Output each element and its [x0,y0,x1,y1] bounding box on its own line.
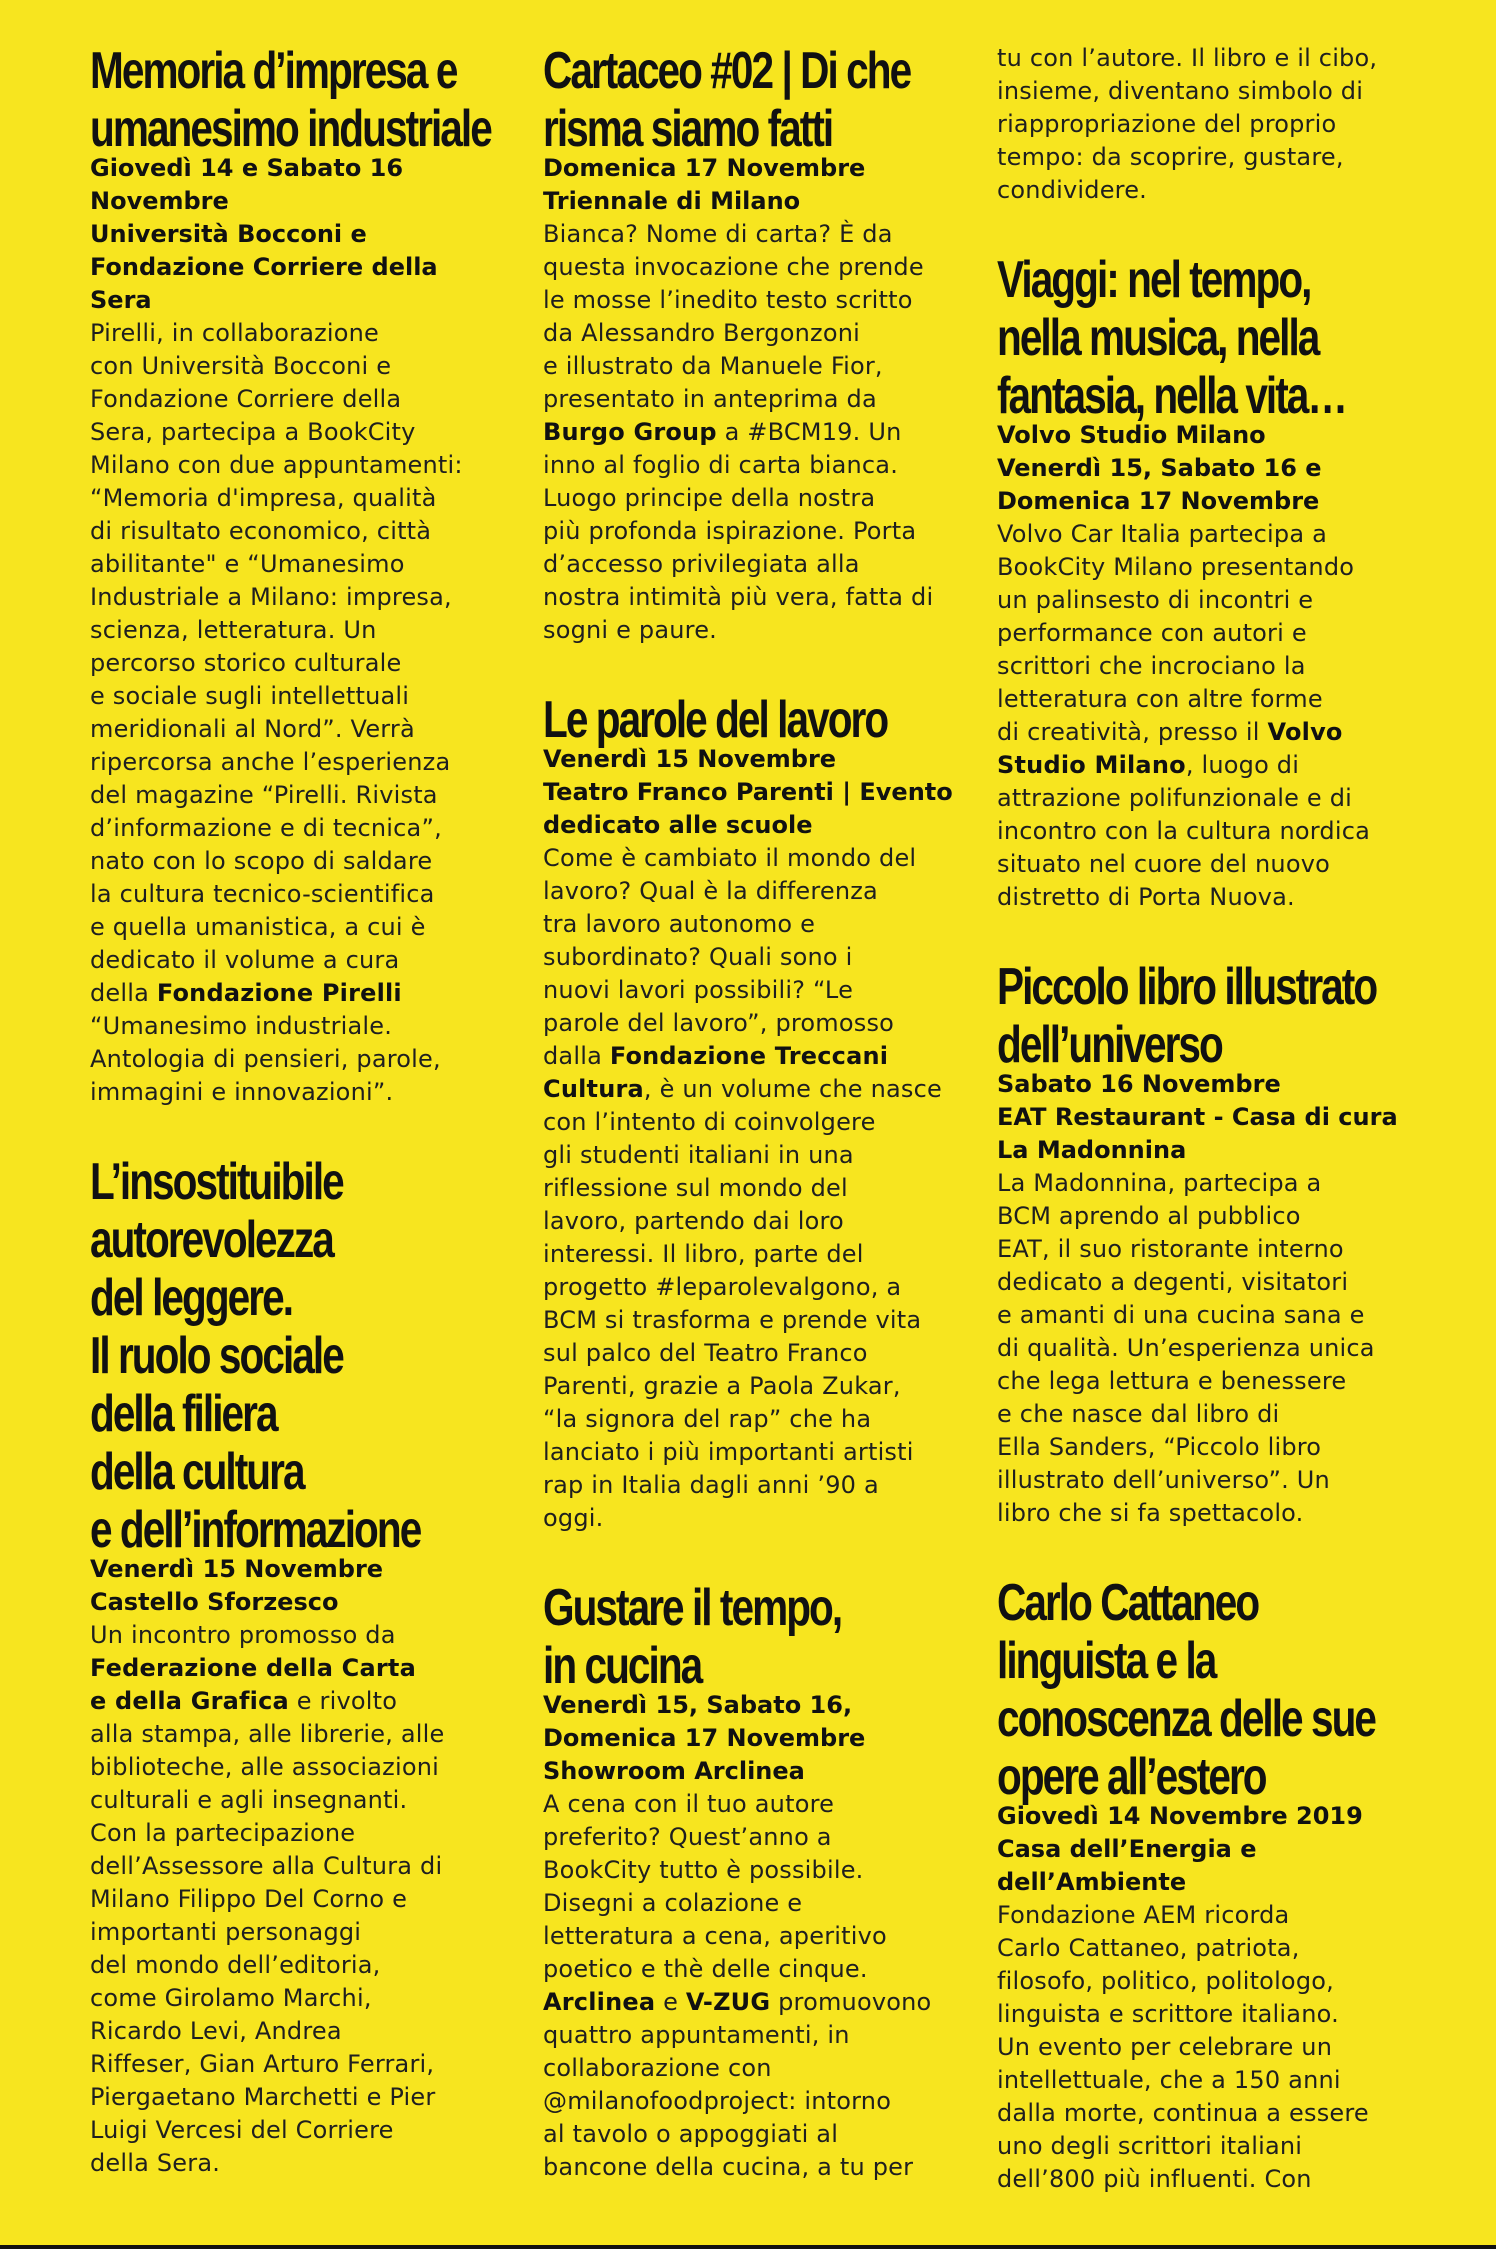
sponsor-name: Federazione della Carta [90,1654,416,1682]
article-title: Viaggi: nel tempo, nella musica, nella fantasia, nella vita… [997,251,1347,425]
article-meta: Giovedì 14 Novembre 2019 Casa dell’Energia e dell’Ambiente [997,1802,1363,1896]
sponsor-name: V-ZUG [685,1988,771,2016]
article-meta: Venerdì 15, Sabato 16, Domenica 17 Novembre Showroom Arclinea [543,1691,866,1785]
article-title: Le parole del lavoro [543,691,888,749]
column-3 [997,42,1427,2196]
article-title: Memoria d’impresa e umanesimo industriale [90,42,491,158]
article-body: Pirelli, in collaborazione con Università Bocconi e Fondazione Corriere della Sera, partecipa a BookCity Milano con due appuntamenti: “Memoria d'impresa, qualità di risultato economico, città abilitante" e “Umanesimo Industriale a Milano: impresa, scienza, letteratura. Un percorso storico culturale e sociale sugli intellettuali meridionali al Nord”. Verrà ripercorsa anche l’esperienza del magazine “Pirelli. Rivista d’informazione e di tecnica”, nato con lo scopo di saldare la cultura tecnico-scientifica e quella umanistica, a cui è dedicato il volume a cura della Fondazione Pirelli “Umanesimo industriale. Antologia di pensieri, parole, immagini e innovazioni”. [90,319,463,1106]
article-title: Gustare il tempo, in cucina [543,1579,842,1695]
article-body: Bianca? Nome di carta? È da questa invocazione che prende le mosse l’inedito testo scritto da Alessandro Bergonzoni e illustrato da Manuele Fior, presentato in anteprima da Burgo Group a #BCM19. Un inno al foglio di carta bianca. Luogo principe della nostra più profonda ispirazione. Porta d’accesso privilegiata alla nostra intimità più vera, fatta di sogni e paure. [543,220,934,644]
article-gustare-continued [997,42,1427,207]
column-2 [543,42,973,2184]
bottom-rule [0,2245,1496,2249]
article-viaggi [997,251,1427,914]
article-meta: Domenica 17 Novembre Triennale di Milano [543,154,866,215]
article-body: La Madonnina, partecipa a BCM aprendo al pubblico EAT, il suo ristorante interno dedicato a degenti, visitatori e amanti di una cucina sana e di qualità. Un’esperienza unica che lega lettura e benessere e che nasce dal libro di Ella Sanders, “Piccolo libro illustrato dell’universo”. Un libro che si fa spettacolo. [997,1169,1375,1527]
article-cartaceo [543,42,973,647]
article-body: Un incontro promosso da Federazione della Carta e della Grafica e rivolto alla stampa, alle librerie, alle biblioteche, alle associazioni culturali e agli insegnanti. Con la partecipazione dell’Assessore alla Cultura di Milano Filippo Del Corno e importanti personaggi del mondo dell’editoria, come Girolamo Marchi, Ricardo Levi, Andrea Riffeser, Gian Arturo Ferrari, Piergaetano Marchetti e Pier Luigi Vercesi del Corriere della Sera. [90,1621,445,2177]
article-memoria [90,42,520,1109]
sponsor-name: Arclinea [543,1988,656,2016]
article-meta: Giovedì 14 e Sabato 16 Novembre Università Bocconi e Fondazione Corriere della Sera [90,154,438,314]
column-1 [90,42,520,2180]
article-body: Fondazione AEM ricorda Carlo Cattaneo, patriota, filosofo, politico, politologo, linguista e scrittore italiano. Un evento per celebrare un intellettuale, che a 150 anni dalla morte, continua a essere uno degli scrittori italiani dell’800 più influenti. Con [997,1901,1369,2193]
sponsor-name: Fondazione Treccani [609,1042,889,1070]
article-meta: Venerdì 15 Novembre Castello Sforzesco [90,1555,384,1616]
article-title: Cartaceo #02 | Di che risma siamo fatti [543,42,911,158]
sponsor-name: Studio Milano [997,751,1186,779]
article-insostituibile [90,1153,520,2180]
article-piccolo [997,958,1427,1530]
article-title: L’insostituibile autorevolezza del leggere. Il ruolo sociale della filiera della cultura e dell’informazione [90,1153,421,1559]
article-meta: Volvo Studio Milano Venerdì 15, Sabato 16 e Domenica 17 Novembre [997,421,1322,515]
article-meta: Sabato 16 Novembre EAT Restaurant - Casa di cura La Madonnina [997,1070,1398,1164]
article-parole [543,691,973,1535]
sponsor-name: Cultura [543,1075,644,1103]
article-title: Piccolo libro illustrato dell’universo [997,958,1377,1074]
sponsor-name: Fondazione Pirelli [156,979,402,1007]
article-cattaneo [997,1574,1427,2196]
article-body: Volvo Car Italia partecipa a BookCity Milano presentando un palinsesto di incontri e performance con autori e scrittori che incrociano la letteratura con altre forme di creatività, presso il Volvo Studio Milano, luogo di attrazione polifunzionale e di incontro con la cultura nordica situato nel cuore del nuovo distretto di Porta Nuova. [997,520,1370,911]
article-title: Carlo Cattaneo linguista e la conoscenza delle sue opere all’estero [997,1574,1376,1806]
article-body: Come è cambiato il mondo del lavoro? Qual è la differenza tra lavoro autonomo e subordinato? Quali sono i nuovi lavori possibili? “Le parole del lavoro”, promosso dalla Fondazione Treccani Cultura, è un volume che nasce con l’intento di coinvolgere gli studenti italiani in una riflessione sul mondo del lavoro, partendo dai loro interessi. Il libro, parte del progetto #leparolevalgono, a BCM si trasforma e prende vita sul palco del Teatro Franco Parenti, grazie a Paola Zukar, “la signora del rap” che ha lanciato i più importanti artisti rap in Italia dagli anni ’90 a oggi. [543,844,942,1532]
sponsor-name: Burgo Group [543,418,717,446]
article-body-continued: tu con l’autore. Il libro e il cibo, insieme, diventano simbolo di riappropriazione del proprio tempo: da scoprire, gustare, condividere. [997,44,1378,204]
article-meta: Venerdì 15 Novembre Teatro Franco Parenti | Evento dedicato alle scuole [543,745,953,839]
article-gustare [543,1579,973,2184]
article-body: A cena con il tuo autore preferito? Quest’anno a BookCity tutto è possibile. Disegni a colazione e letteratura a cena, aperitivo poetico e thè delle cinque. Arclinea e V-ZUG promuovono quattro appuntamenti, in collaborazione con @milanofoodproject: intorno al tavolo o appoggiati al bancone della cucina, a tu per [543,1790,932,2181]
sponsor-name: Volvo [1267,718,1343,746]
sponsor-name: e della Grafica [90,1687,289,1715]
